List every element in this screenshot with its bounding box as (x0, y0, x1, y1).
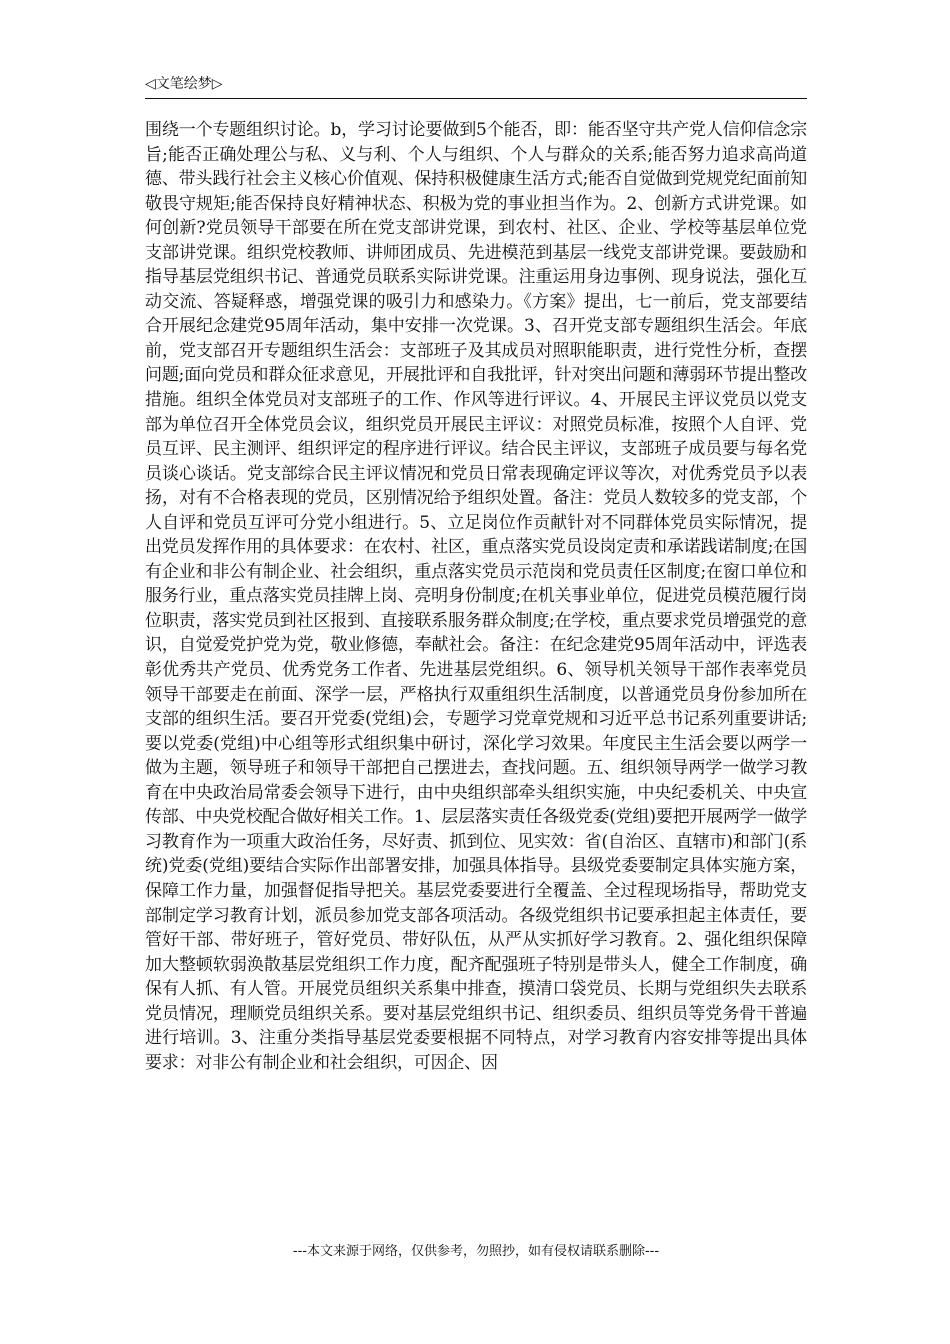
left-triangle-icon: ◁ (145, 76, 156, 92)
body-paragraph: 围绕一个专题组织讨论。b，学习讨论要做到5个能否，即：能否坚守共产党人信仰信念宗旨;能否正确处理公与私、义与利、个人与组织、个人与群众的关系;能否努力追求高尚道德、带头践行社会主义核心价值观、保持积极健康生活方式;能否自觉做到党规党纪面前知敬畏守规矩;能否保持良好精神状态、积极为党的事业担当作为。2、创新方式讲党课。如何创新?党员领导干部要在所在党支部讲党课，到农村、社区、企业、学校等基层单位党支部讲党课。组织党校教师、讲师团成员、先进模范到基层一线党支部讲党课。要鼓励和指导基层党组织书记、普通党员联系实际讲党课。注重运用身边事例、现身说法，强化互动交流、答疑释惑，增强党课的吸引力和感染力。《方案》提出，七一前后，党支部要结合开展纪念建党95周年活动，集中安排一次党课。3、召开党支部专题组织生活会。年底前，党支部召开专题组织生活会：支部班子及其成员对照职能职责，进行党性分析，查摆问题;面向党员和群众征求意见，开展批评和自我批评，针对突出问题和薄弱环节提出整改措施。组织全体党员对支部班子的工作、作风等进行评议。4、开展民主评议党员以党支部为单位召开全体党员会议，组织党员开展民主评议：对照党员标准，按照个人自评、党员互评、民主测评、组织评定的程序进行评议。结合民主评议，支部班子成员要与每名党员谈心谈话。党支部综合民主评议情况和党员日常表现确定评议等次，对优秀党员予以表扬，对有不合格表现的党员，区别情况给予组织处置。备注：党员人数较多的党支部，个人自评和党员互评可分党小组进行。5、立足岗位作贡献针对不同群体党员实际情况，提出党员发挥作用的具体要求：在农村、社区，重点落实党员设岗定责和承诺践诺制度;在国有企业和非公有制企业、社会组织，重点落实党员示范岗和党员责任区制度;在窗口单位和服务行业，重点落实党员挂牌上岗、亮明身份制度;在机关事业单位，促进党员模范履行岗位职责，落实党员到社区报到、直接联系服务群众制度;在学校，重点要求党员增强党的意识，自觉爱党护党为党，敬业修德，奉献社会。备注：在纪念建党95周年活动中，评选表彰优秀共产党员、优秀党务工作者、先进基层党组织。6、领导机关领导干部作表率党员领导干部要走在前面、深学一层，严格执行双重组织生活制度，以普通党员身份参加所在支部的组织生活。要召开党委(党组)会，专题学习党章党规和习近平总书记系列重要讲话;要以党委(党组)中心组等形式组织集中研讨，深化学习效果。年度民主生活会要以两学一做为主题，领导班子和领导干部把自己摆进去，查找问题。五、组织领导两学一做学习教育在中央政治局常委会领导下进行，由中央组织部牵头组织实施，中央纪委机关、中央宣传部、中央党校配合做好相关工作。1、层层落实责任各级党委(党组)要把开展两学一做学习教育作为一项重大政治任务，尽好责、抓到位、见实效：省(自治区、直辖市)和部门(系统)党委(党组)要结合实际作出部署安排，加强具体指导。县级党委要制定具体实施方案，保障工作力量，加强督促指导把关。基层党委要进行全覆盖、全过程现场指导，帮助党支部制定学习教育计划，派员参加党支部各项活动。各级党组织书记要承担起主体责任，要管好干部、带好班子，管好党员、带好队伍，从严从实抓好学习教育。2、强化组织保障加大整顿软弱涣散基层党组织工作力度，配齐配强班子特别是带头人，健全工作制度，确保有人抓、有人管。开展党员组织关系集中排查，摸清口袋党员、长期与党组织失去联系党员情况，理顺党员组织关系。要对基层党组织书记、组织委员、组织员等党务骨干普遍进行培训。3、注重分类指导基层党委要根据不同特点，对学习教育内容安排等提出具体要求：对非公有制企业和社会组织，可因企、因 (145, 120, 807, 1073)
page-header (145, 74, 807, 99)
right-triangle-icon: ▷ (211, 76, 223, 92)
header-title: 文笔绘梦 (155, 76, 212, 92)
page-footer: ---本文来源于网络，仅供参考，勿照抄，如有侵权请联系删除--- (292, 1244, 660, 1259)
